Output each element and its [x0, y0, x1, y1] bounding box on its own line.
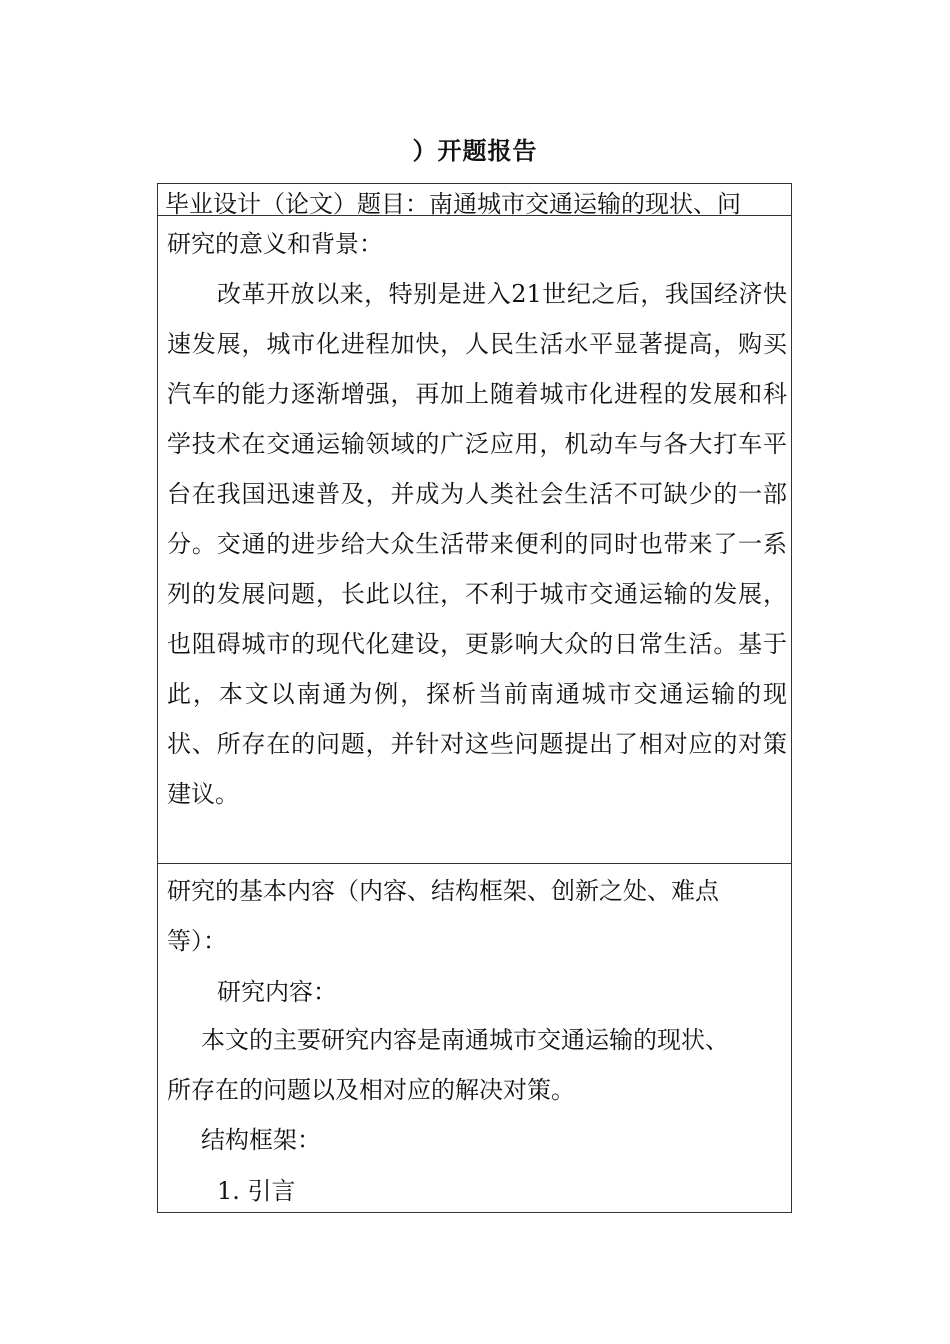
research-content-line2: 所存在的问题以及相对应的解决对策。 [167, 1076, 575, 1104]
report-title: ）开题报告 [412, 137, 538, 165]
significance-paragraph: 改革开放以来，特别是进入21世纪之后，我国经济快速发展，城市化进程加快，人民生活水平显著提高，购买汽车的能力逐渐增强，再加上随着城市化进程的发展和科学技术在交通运输领域的广泛应用，机动车与各大打车平台在我国迅速普及，并成为人类社会生活不可缺少的一部分。交通的进步给大众生活带来便利的同时也带来了一系列的发展问题，长此以往，不利于城市交通运输的发展，也阻碍城市的现代化建设，更影响大众的日常生活。基于此，本文以南通为例，探析当前南通城市交通运输的现状、所存在的问题，并针对这些问题提出了相对应的对策建议。 [167, 280, 787, 808]
research-content-line1: 本文的主要研究内容是南通城市交通运输的现状、 [201, 1026, 729, 1054]
content-heading-line2: 等）： [167, 927, 227, 955]
content-heading-line1: 研究的基本内容（内容、结构框架、创新之处、难点 [167, 877, 719, 905]
research-content-label: 研究内容： [217, 978, 337, 1006]
framework-item-1: 1. 引言 [217, 1177, 296, 1205]
row-divider-section [157, 863, 792, 864]
significance-heading: 研究的意义和背景： [167, 230, 383, 258]
framework-label: 结构框架： [201, 1126, 321, 1154]
thesis-topic: 毕业设计（论文）题目：南通城市交通运输的现状、问 [165, 190, 741, 218]
